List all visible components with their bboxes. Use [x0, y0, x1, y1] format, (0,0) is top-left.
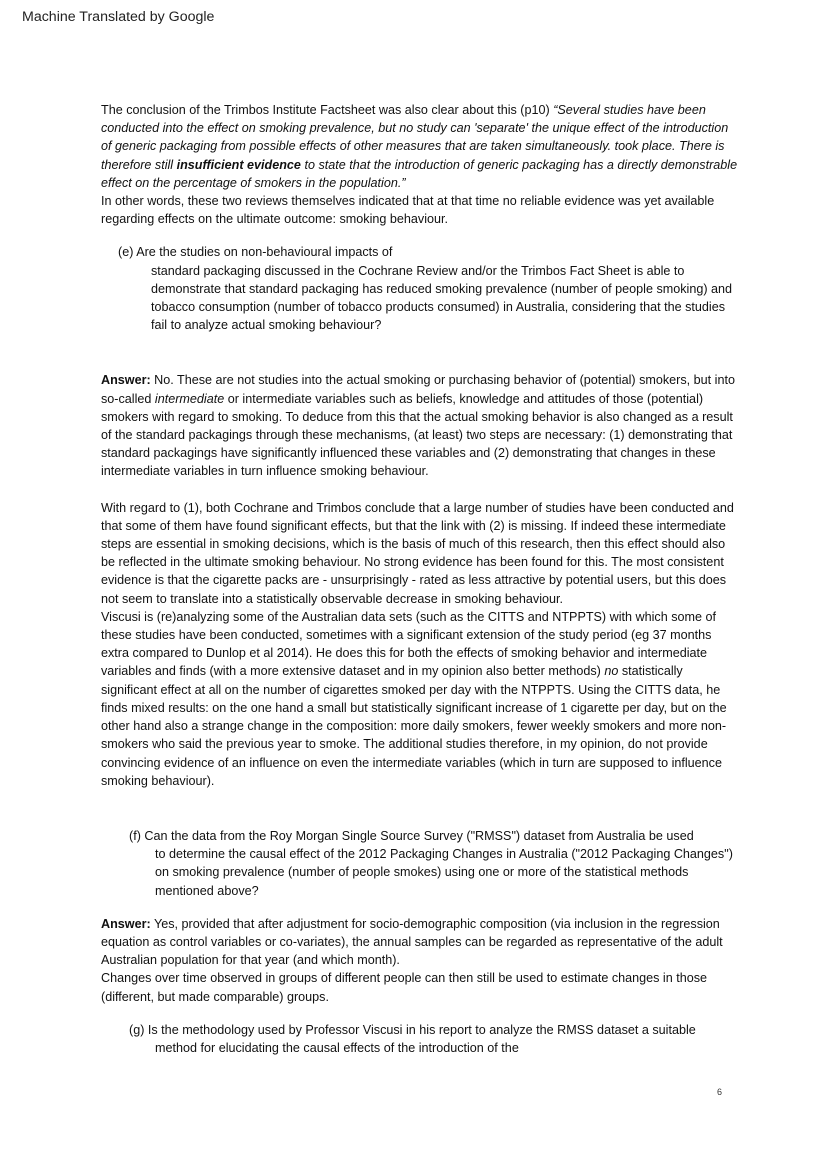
answer-e-paragraph: Answer: No. These are not studies into the actual smoking or purchasing behavior of (potential) smokers, but into so-called intermediate or intermediate variables such as beliefs, knowledge and attitudes of those (potential) smokers with regard to smoking. To deduce from this that the actual smoking behavior is also changed as a result of the standard packagings through these mechanisms, (at least) two steps are necessary: (1) demonstrating that standard packagings have significantly influenced these variables and (2) demonstrating that changes in these intermediate variables in turn influence smoking behaviour.	[101, 373, 735, 479]
question-e-heading: (e) Are the studies on non-behavioural impacts of	[118, 245, 393, 260]
question-e-text: standard packaging discussed in the Cochrane Review and/or the Trimbos Fact Sheet is able to demonstrate that standard packaging has reduced smoking prevalence (number of people smoking) and tobacco consumption (number of tobacco products consumed) in Australia, considering that the studies fail to analyze actual smoking behaviour?	[151, 263, 733, 333]
question-g-heading: (g) Is the methodology used by Professor Viscusi in his report to analyze the RMSS dataset a suitable	[129, 1022, 696, 1037]
question-f-text: to determine the causal effect of the 2012 Packaging Changes in Australia ("2012 Packaging Changes") on smoking prevalence (number of people smokes) using one or more of the statistical methods mentioned above?	[155, 847, 733, 898]
factsheet-quote: “Several studies have been conducted into the effect on smoking prevalence, but no study can 'separate' the unique effect of the introduction of generic packaging from possible effects of other measures that are taken simultaneously. took place. There is therefore still insufficient evidence to state that the introduction of generic packaging has a directly demonstrable effect on the percentage of smokers in the population.”	[101, 103, 738, 190]
machine-translation-banner: Machine Translated by Google	[22, 9, 215, 25]
answer-f-paragraph: Answer: Yes, provided that after adjustment for socio-demographic composition (via inclusion in the regression equation as control variables or co-variates), the annual samples can be regarded as representative of the adult Australian population for that year (and which month).	[101, 916, 723, 968]
question-g	[129, 1021, 741, 1057]
answer-label: Answer:	[101, 373, 151, 388]
question-f	[129, 827, 741, 900]
document-body	[101, 101, 741, 1057]
question-f-heading: (f) Can the data from the Roy Morgan Single Source Survey ("RMSS") dataset from Australia be used	[129, 828, 694, 843]
paragraph-lead: The conclusion of the Trimbos Institute Factsheet was also clear about this (p10)	[101, 103, 554, 117]
cochrane-trimbos-paragraph: With regard to (1), both Cochrane and Trimbos conclude that a large number of studies have been conducted and that some of them have found significant effects, but that the link with (2) is missing. If indeed these intermediate steps are essential in smoking decisions, which is the basis of much of this research, then this effect should also be reflected in the ultimate smoking behaviour. No strong evidence has been found for this. The most consistent evidence is that the cigarette packs are - unsurprisingly - rated as less attractive by potential users, but this does not seem to translate into a statistically observable decrease in smoking behaviour.	[101, 500, 734, 606]
viscusi-reanalysis-paragraph: Viscusi is (re)analyzing some of the Australian data sets (such as the CITTS and NTPPTS) with which some of these studies have been conducted, sometimes with a significant extension of the study period (eg 37 months extra compared to Dunlop et al 2014). He does this for both the effects of smoking behavior and intermediate variables and finds (with a more extensive dataset and in my opinion also better methods) no statistically significant effect at all on the number of cigarettes smoked per day with the NTPPTS. Using the CITTS data, he finds mixed results: on the one hand a small but statistically significant increase of 1 cigarette per day, but on the other hand also a strange change in the composition: more daily smokers, fewer weekly smokers and more non-smokers who said the previous year to smoke. The additional studies therefore, in my opinion, do not provide convincing evidence of an influence on even the intermediate variables (which in turn are supposed to influence smoking behaviour).	[101, 609, 727, 788]
answer-label: Answer:	[101, 916, 151, 931]
intermediate-emphasis: intermediate	[154, 391, 225, 406]
question-e	[118, 243, 741, 334]
question-g-text: method for elucidating the causal effects of the introduction of the	[155, 1040, 519, 1055]
reviews-summary-paragraph: In other words, these two reviews themselves indicated that at that time no reliable evidence was yet available regarding effects on the ultimate outcome: smoking behaviour.	[101, 194, 715, 227]
answer-f-followup: Changes over time observed in groups of different people can then still be used to estimate changes in those (different, but made comparable) groups.	[101, 971, 708, 1004]
no-effect-emphasis: no	[604, 664, 619, 679]
insufficient-evidence-emphasis: insufficient evidence	[176, 157, 301, 172]
trimbos-conclusion-paragraph	[101, 101, 741, 192]
page-number: 6	[717, 1087, 723, 1097]
